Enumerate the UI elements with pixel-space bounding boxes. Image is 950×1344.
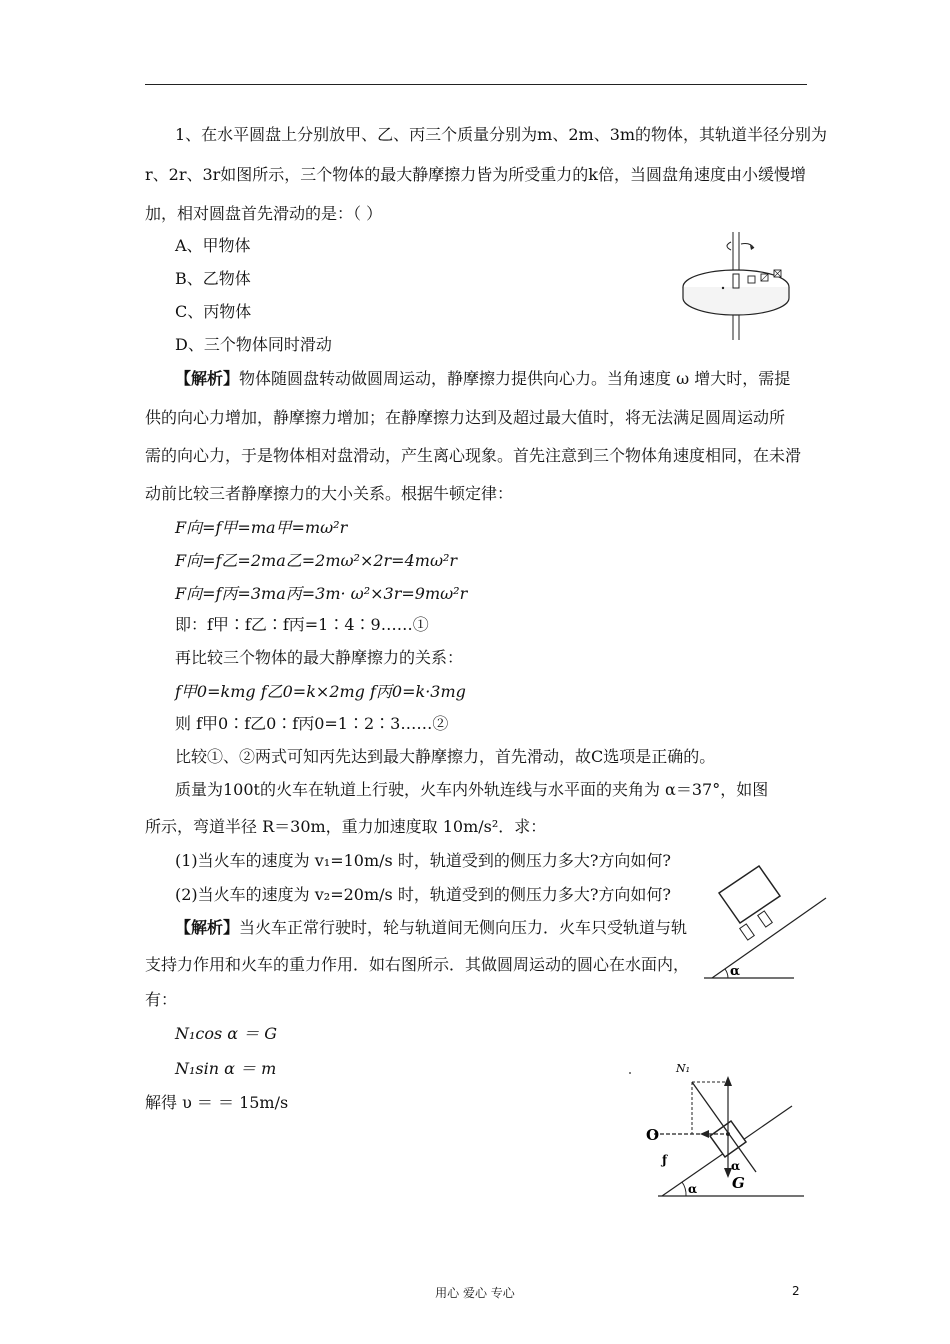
a1-ratio-2: 则 f甲0∶f乙0∶f丙0=1∶2∶3……② [175,714,449,733]
header-rule [145,84,807,85]
rotating-disc-figure [680,232,800,372]
a1-ratio-1: 即：f甲∶f乙∶f丙=1∶4∶9……① [175,615,429,634]
incline-alpha-label: α [730,964,741,979]
a1-label: 【解析】 [175,369,240,388]
q2-line-1: 质量为100t的火车在轨道上行驶，火车内外轨连线与水平面的夹角为 α＝37°，如图 [175,780,769,799]
a1-max-friction: f甲0=kmg f乙0=k×2mg f丙0=k·3mg [175,682,466,701]
page-footer: 用心 爱心 专心 [435,1286,515,1300]
a1-conclusion: 比较①、②两式可知丙先达到最大静摩擦力，首先滑动，故C选项是正确的。 [175,747,716,766]
force-alpha-label-1: α [688,1182,698,1196]
svg-text:ƒ: ƒ [662,1153,668,1167]
a2-equation-3: 解得 υ ＝ ＝ 15m/s [145,1093,289,1112]
q1-option-d: D、三个物体同时滑动 [175,335,332,354]
a2-line-1-text: 当火车正常行驶时，轮与轨道间无侧向压力．火车只受轨道与轨 [239,918,688,937]
q1-line-2: r、2r、3r如图所示，三个物体的最大静摩擦力皆为所受重力的k倍，当圆盘角速度由小缓慢增 [145,165,807,184]
q1-option-c: C、丙物体 [175,302,252,321]
q2-sub-2: (2)当火车的速度为 v₂=20m/s 时，轨道受到的侧压力多大?方向如何? [175,885,671,904]
force-diagram-figure [628,1060,808,1200]
q1-line-3: 加，相对圆盘首先滑动的是：（ ） [145,204,383,223]
a1-line-3: 需的向心力，于是物体相对盘滑动，产生离心现象。首先注意到三个物体角速度相同，在未滑 [145,446,802,465]
q1-line-1: 1、在水平圆盘上分别放甲、乙、丙三个质量分别为m、2m、3m的物体，其轨道半径分别为 [175,125,828,144]
a1-line-4: 动前比较三者静摩擦力的大小关系。根据牛顿定律： [145,484,514,503]
a2-equation-1: N₁cos α ＝ G [175,1024,278,1043]
q2-sub-1: (1)当火车的速度为 v₁=10m/s 时，轨道受到的侧压力多大?方向如何? [175,851,671,870]
force-alpha-label-2: α [731,1159,741,1173]
a2-line-2: 支持力作用和火车的重力作用．如右图所示．其做圆周运动的圆心在水面内， [145,955,690,974]
train-incline-figure [700,862,830,984]
q1-option-a: A、甲物体 [175,236,251,255]
force-n1-label: N₁ [676,1062,691,1075]
a1-line-1 [175,368,790,390]
force-o-label: O [646,1126,660,1144]
a2-label: 【解析】 [175,918,240,937]
a1-line-2: 供的向心力增加，静摩擦力增加；在静摩擦力达到及超过最大值时，将无法满足圆周运动所 [145,408,786,427]
a2-equation-2: N₁sin α ＝ m [175,1059,277,1078]
a1-equation-2: F向=f乙=2ma乙=2mω²×2r=4mω²r [175,551,458,570]
a1-line-1-text: 物体随圆盘转动做圆周运动，静摩擦力提供向心力。当角速度 ω 增大时，需提 [239,369,791,388]
page-number: 2 [792,1284,800,1298]
a1-compare: 再比较三个物体的最大静摩擦力的关系： [175,648,464,667]
a1-equation-3: F向=f丙=3ma丙=3m· ω²×3r=9mω²r [175,584,468,603]
a1-equation-1: F向=f甲=ma甲=mω²r [175,518,348,537]
q2-line-2: 所示，弯道半径 R＝30m，重力加速度取 10m/s²．求： [145,817,547,836]
a2-line-3: 有： [145,990,178,1009]
force-g-label: G [732,1174,745,1192]
q1-option-b: B、乙物体 [175,269,251,288]
a2-line-1 [175,917,687,939]
